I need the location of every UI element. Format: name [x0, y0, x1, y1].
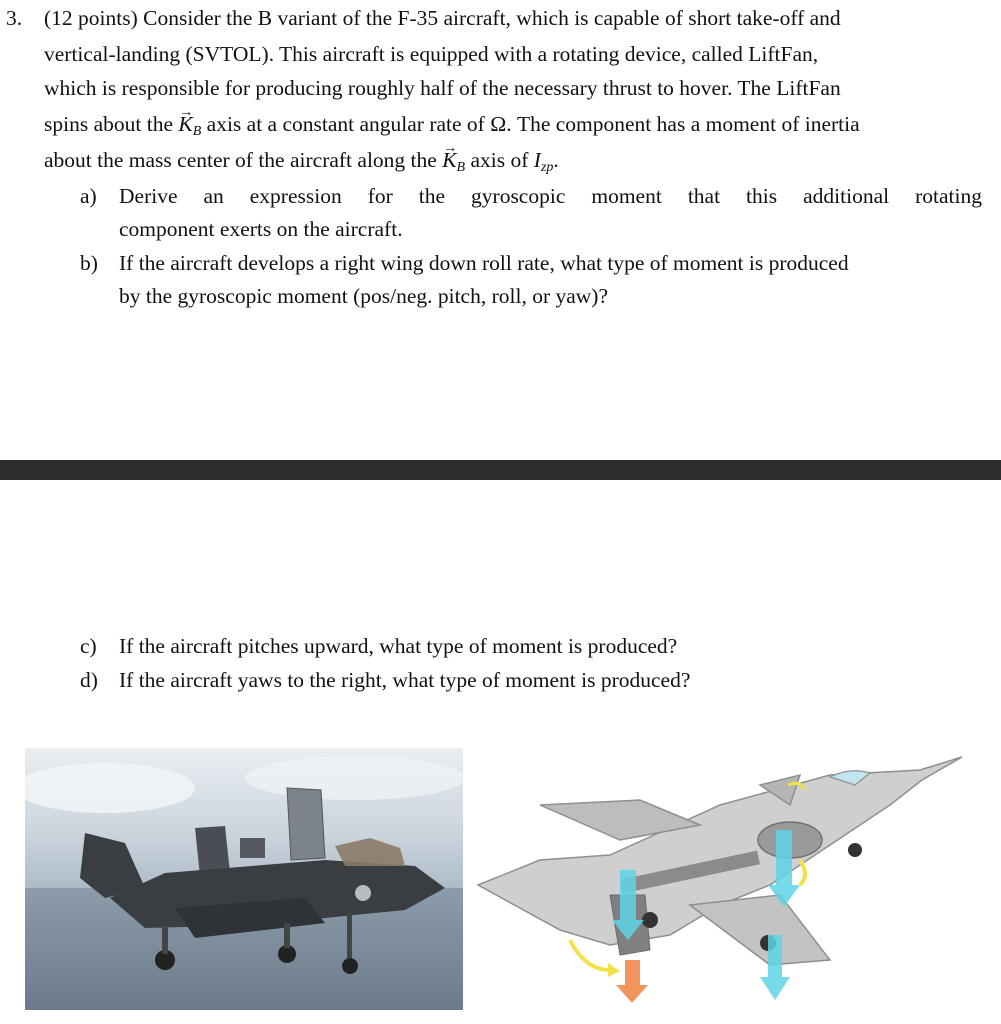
part-a-label: a) — [80, 184, 97, 208]
part-a-word: additional — [803, 184, 890, 208]
part-a-word: Derive — [119, 184, 178, 208]
part-a-line-2: component exerts on the aircraft. — [119, 217, 403, 241]
question-line-3-text: which is responsible for producing roughly half of the necessary thrust to hover. The LiftFan — [44, 76, 841, 100]
kb-axis-subscript-2: B — [456, 160, 466, 175]
part-d-text: If the aircraft yaws to the right, what type of moment is produced? — [119, 668, 691, 692]
kb-axis-symbol — [178, 112, 202, 139]
question-number: 3. — [6, 6, 23, 30]
part-c-text: If the aircraft pitches upward, what type of moment is produced? — [119, 634, 678, 658]
part-a-word: an — [203, 184, 224, 208]
f35b-photo-svg — [25, 748, 463, 1010]
question-line-4-b: axis at a constant angular rate of Ω. The component has a moment of inertia — [201, 112, 860, 136]
question-line-3 — [44, 74, 841, 102]
part-a-word: for — [367, 184, 393, 208]
part-d-label: d) — [80, 668, 98, 692]
part-a-word: moment — [591, 184, 662, 208]
part-a-word: that — [687, 184, 721, 208]
f35b-hover-photo — [25, 748, 463, 1010]
rotation-arrow-1 — [570, 940, 610, 970]
kb-axis-symbol-2 — [442, 148, 466, 175]
question-line-4-a: spins about the — [44, 112, 179, 136]
inertia-letter: I — [533, 148, 541, 172]
diagram-airframe — [478, 757, 962, 965]
question-line-1-text: (12 points) Consider the B variant of the F-35 aircraft, which is capable of short take-off and — [44, 6, 841, 30]
part-a-word: rotating — [915, 184, 982, 208]
part-a-word: expression — [249, 184, 342, 208]
kb-axis-subscript: B — [192, 124, 202, 139]
question-line-5-b: axis of — [465, 148, 534, 172]
kb-axis-letter: K — [178, 112, 193, 136]
question-line-5 — [44, 146, 559, 182]
question-line-5-a: about the mass center of the aircraft along the — [44, 148, 443, 172]
thrust-arrow-engine — [616, 960, 648, 1003]
inertia-subscript: zp — [540, 160, 554, 175]
question-line-1 — [44, 4, 982, 32]
part-a-line-1 — [119, 182, 982, 210]
part-a-word: this — [746, 184, 778, 208]
diagram-svg — [470, 745, 970, 1010]
rotation-arrow-2 — [800, 860, 805, 885]
part-b-line-2: by the gyroscopic moment (pos/neg. pitch, roll, or yaw)? — [119, 284, 609, 308]
question-line-2 — [44, 40, 818, 68]
part-b-line-1: If the aircraft develops a right wing down roll rate, what type of moment is produced — [119, 251, 849, 275]
part-b-label: b) — [80, 251, 98, 275]
part-c-label: c) — [80, 634, 97, 658]
question-line-5-end: . — [553, 148, 559, 172]
part-a-word: gyroscopic — [471, 184, 566, 208]
part-a-word: the — [418, 184, 446, 208]
kb-axis-letter-2: K — [442, 148, 457, 172]
question-line-2-text: vertical-landing (SVTOL). This aircraft is equipped with a rotating device, called LiftFan, — [44, 42, 819, 66]
page-divider — [0, 460, 1001, 480]
inertia-symbol — [533, 148, 554, 175]
liftfan-cutaway-diagram — [470, 745, 970, 1010]
